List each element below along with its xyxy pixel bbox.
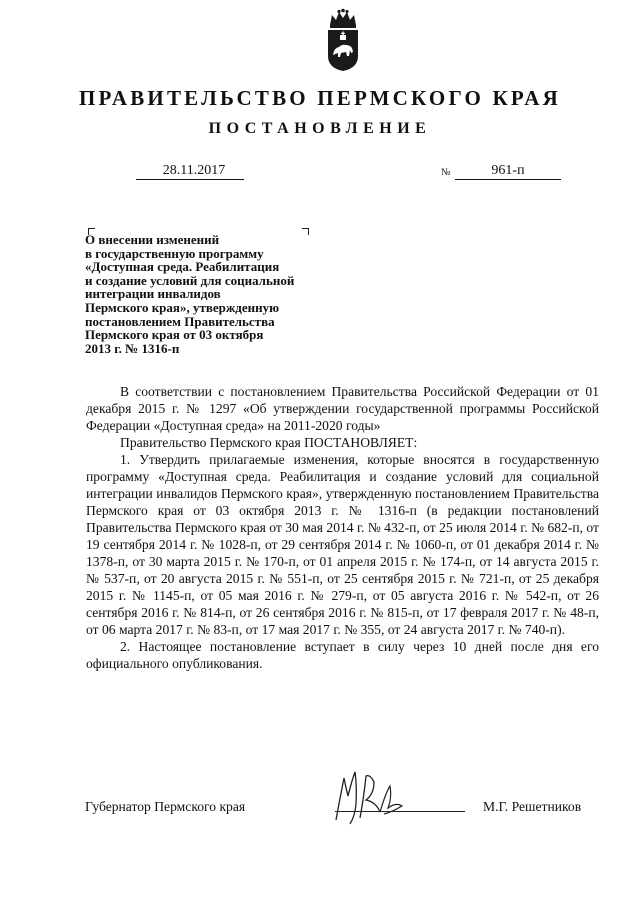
subject-line: и создание условий для социальной <box>85 272 295 288</box>
handwritten-signature-icon <box>330 768 410 826</box>
document-subject <box>85 233 325 355</box>
subject-line: «Доступная среда. Реабилитация <box>85 259 280 275</box>
intro-paragraph: В соответствии с постановлением Правительства Российской Федерации от 01 декабря 2015 г. № 1297 «Об утверждении государственной программы Российской Федерации «Доступная среда» на 2011-2020 годы» <box>86 384 599 433</box>
subject-line: Пермского края», утвержденную <box>85 299 280 315</box>
item-2-paragraph: 2. Настоящее постановление вступает в силу через 10 дней после дня его официального опубликования. <box>86 639 599 671</box>
number-sign: № <box>441 167 451 178</box>
government-title: ПРАВИТЕЛЬСТВО ПЕРМСКОГО КРАЯ <box>78 86 561 110</box>
subject-line: в государственную программу <box>85 245 264 261</box>
item-1-paragraph: 1. Утвердить прилагаемые изменения, которые вносятся в государственную программу «Доступная среда. Реабилитация и создание условий для социальной интеграции инвалидов Пермского края», утвержденную постановлением Правительства Пермского края от 03 октября 2013 г. № 1316-п (в редакции постановлений Правительства Пермского края от 30 мая 2014 г. № 432-п, от 25 июля 2014 г. № 682-п, от 19 сентября 2014 г. № 1028-п, от 29 сентября 2014 г. № 1060-п, от 01 декабря 2014 г. № 1378-п, от 30 марта 2015 г. № 170-п, от 01 апреля 2015 г. № 174-п, от 14 августа 2015 г. № 537-п, от 20 августа 2015 г. № 551-п, от 25 сентября 2015 г. № 721-п, от 25 декабря 2015 г. № 1145-п, от 05 мая 2016 г. № 279-п, от 05 августа 2016 г. № 542-п, от 26 сентября 2016 г. № 814-п, от 26 сентября 2016 г. № 815-п, от 17 февраля 2017 г. № 48-п, от 06 марта 2017 г. № 83-п, от 17 мая 2017 г. № 355, от 24 августа 2017 г. № 740-п). <box>86 452 599 637</box>
subject-line: 2013 г. № 1316-п <box>85 340 180 356</box>
perm-krai-coat-of-arms-icon <box>322 8 364 72</box>
subject-line: О внесении изменений <box>85 232 220 247</box>
subject-line: постановлением Правительства <box>85 313 275 329</box>
document-type: ПОСТАНОВЛЕНИЕ <box>208 120 432 137</box>
document-date: 28.11.2017 <box>136 163 244 180</box>
document-number: 961-п <box>455 163 561 180</box>
subject-line: интеграции инвалидов <box>85 286 221 302</box>
document-body <box>86 383 599 672</box>
signatory-name: М.Г. Решетников <box>483 799 582 814</box>
subject-line: Пермского края от 03 октября <box>85 327 264 343</box>
resolves-paragraph: Правительство Пермского края ПОСТАНОВЛЯЕТ: <box>120 435 418 450</box>
signatory-position: Губернатор Пермского края <box>85 799 246 814</box>
